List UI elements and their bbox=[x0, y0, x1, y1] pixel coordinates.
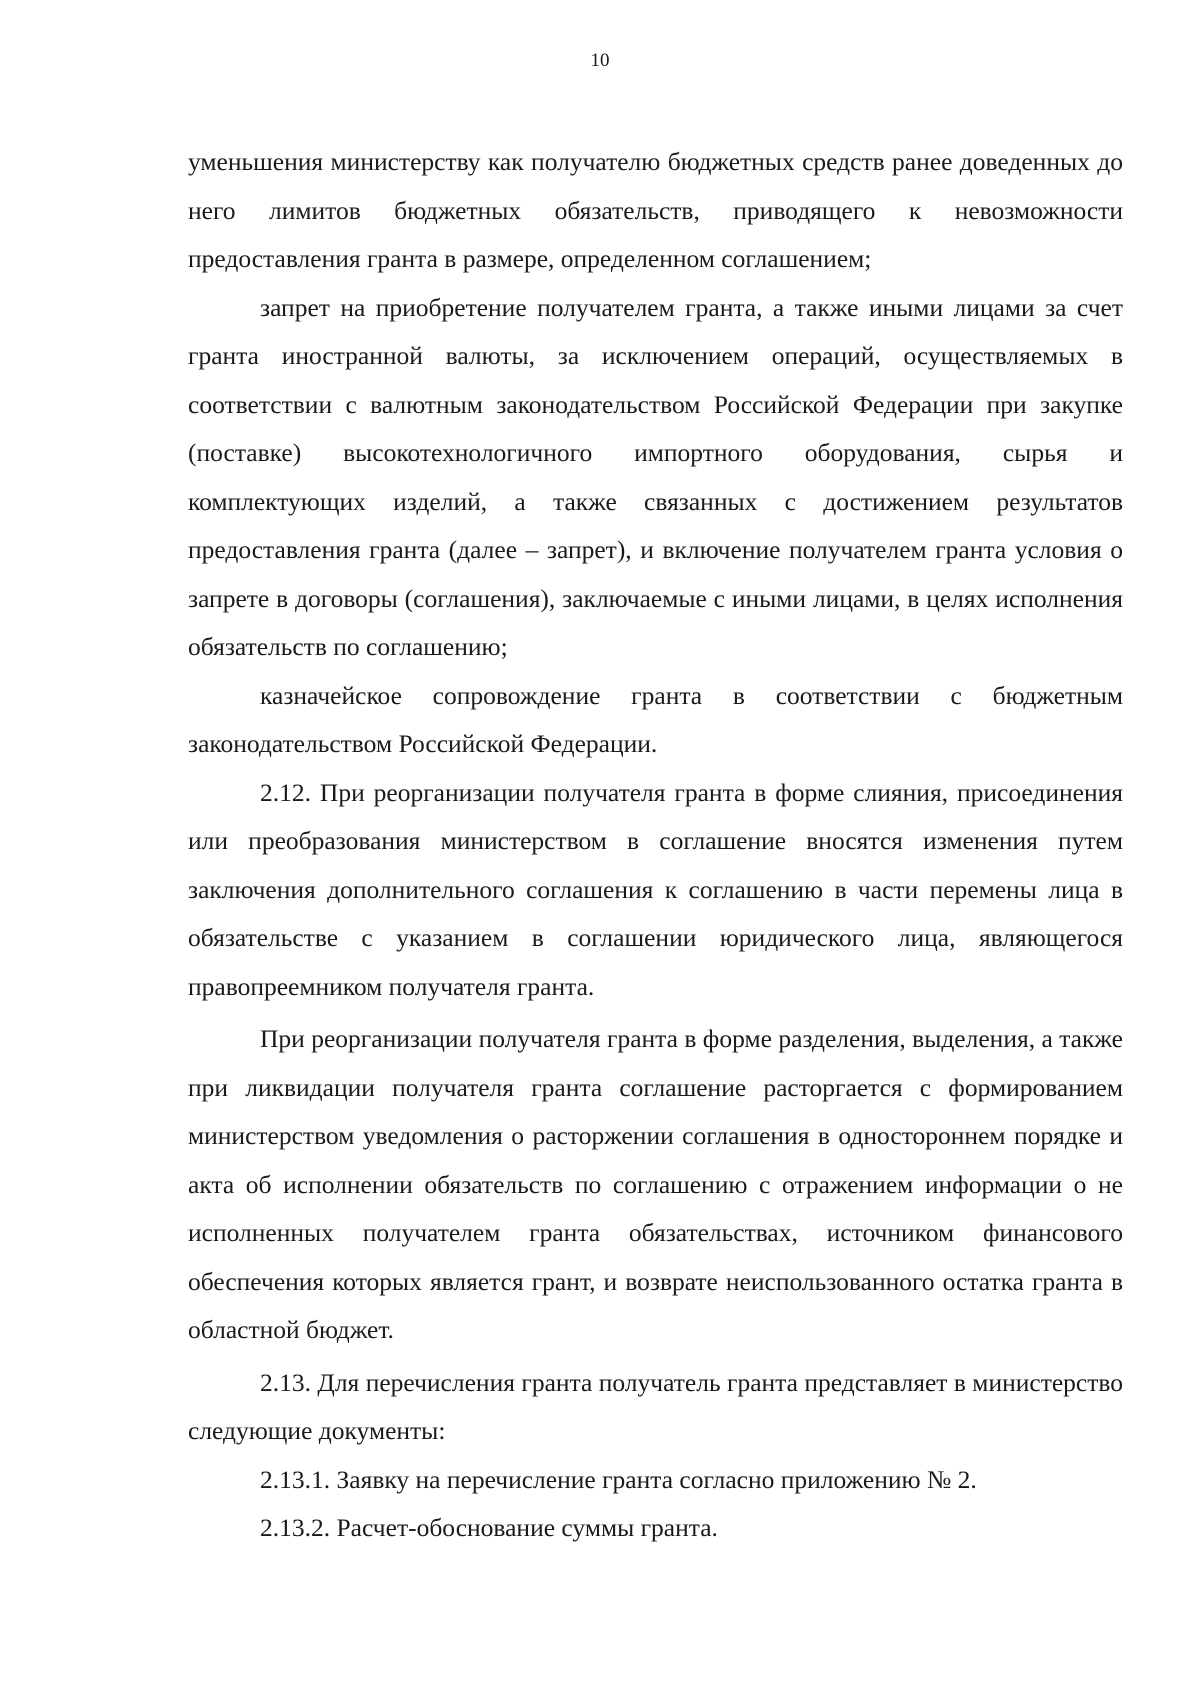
paragraph-2-13-2: 2.13.2. Расчет-обоснование суммы гранта. bbox=[260, 1513, 718, 1542]
paragraph-budget-limits: уменьшения министерству как получателю бюджетных средств ранее доведенных до него лимитов бюджетных обязательств, приводящего к невозможности предоставления гранта в размере, определенном соглашением; bbox=[188, 147, 1123, 273]
document-body bbox=[188, 138, 1123, 1553]
paragraph-2-13-1: 2.13.1. Заявку на перечисление гранта согласно приложению № 2. bbox=[260, 1464, 977, 1494]
paragraph-2-12: 2.12. При реорганизации получателя гранта в форме слияния, присоединения или преобразования министерством в соглашение вносятся изменения путем заключения дополнительного соглашения к соглашению в части перемены лица в обязательстве с указанием в соглашении юридического лица, являющегося правопреемником получателя гранта. bbox=[188, 777, 1123, 1001]
paragraph-2-13: 2.13. Для перечисления гранта получатель гранта представляет в министерство следующие документы: bbox=[188, 1367, 1123, 1445]
paragraph-currency-ban: запрет на приобретение получателем гранта, а также иными лицами за счет гранта иностранной валюты, за исключением операций, осуществляемых в соответствии с валютным законодательством Российской Федерации при закупке (поставке) высокотехнологичного импортного оборудования, сырья и комплектующих изделий, а также связанных с достижением результатов предоставления гранта (далее – запрет), и включение получателем гранта условия о запрете в договоры (соглашения), заключаемые с иными лицами, в целях исполнения обязательств по соглашению; bbox=[188, 292, 1123, 661]
paragraph-reorganization-liquidation: При реорганизации получателя гранта в форме разделения, выделения, а также при ликвидации получателя гранта соглашение расторгается с формированием министерством уведомления о расторжении соглашения в одностороннем порядке и акта об исполнении обязательств по соглашению с отражением информации о не исполненных получателем гранта обязательствах, источником финансового обеспечения которых является грант, и возврате неиспользованного остатка гранта в областной бюджет. bbox=[188, 1024, 1123, 1344]
paragraph-treasury-support: казначейское сопровождение гранта в соответствии с бюджетным законодательством Российской Федерации. bbox=[188, 680, 1123, 758]
page-number: 10 bbox=[590, 50, 610, 71]
